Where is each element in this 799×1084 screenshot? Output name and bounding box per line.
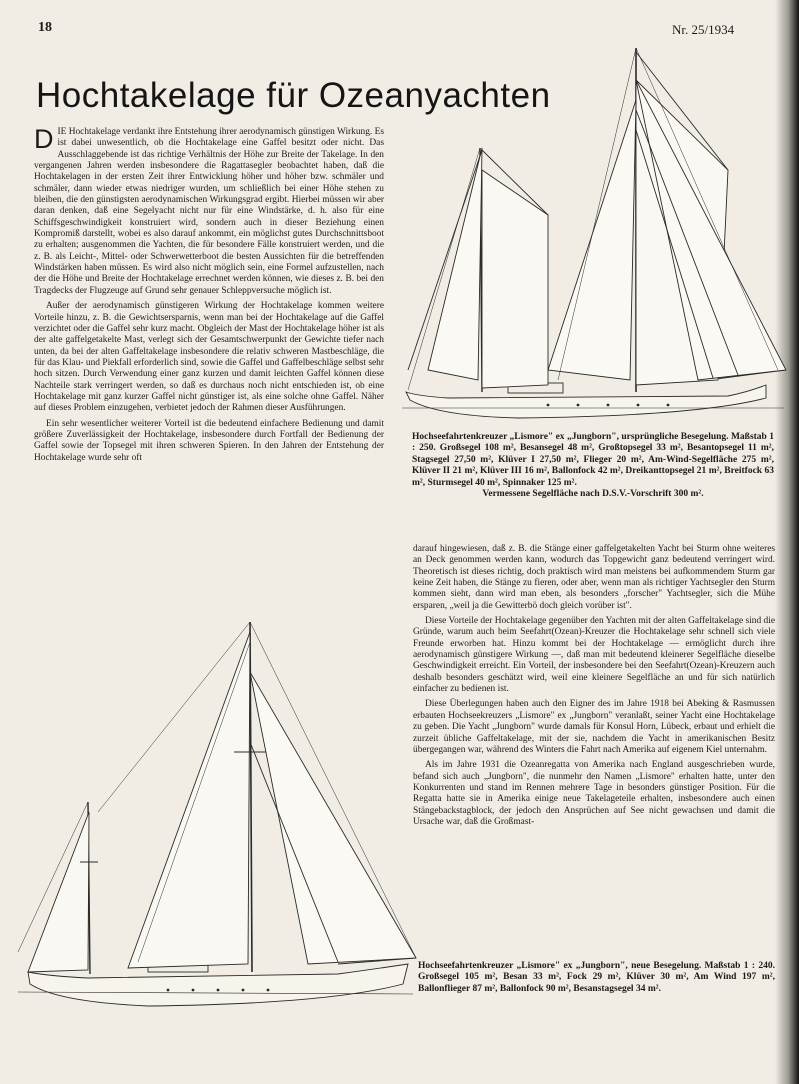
paragraph-7: Als im Jahre 1931 die Ozeanregatta von Amerika nach England ausgeschrieben wurde, befand sich auch „Jungborn", die nunmehr den Namen „Lismore" erhalten hatte, unter den Konkurrenten und stand im Rennen mehrere Tage in besonders günstiger Position. Für die Regatta hatte sie in Amerika einige neue Takelageteile erhalten, insbesondere auch einen Stängebackstagblock, der jedoch den Ansprüchen auf See nicht gewachsen und damit die Ursache war, daß die Großmast- <box>413 760 775 827</box>
paragraph-5: Diese Vorteile der Hochtakelage gegenüber den Yachten mit der alten Gaffeltakelage sind die Gründe, warum auch beim Seefahrt(Ozean)-Kreuzer die Hochtakelage sehr schnell sich viele Freunde erworben hat. Hinzu kommt bei der Hochtakelage — ermöglicht durch ihre aerodynamisch günstigere Wirkung —, daß man mit bedeutend kleinerer Segelfläche dieselbe Geschwindigkeit erreicht. Ein Vorteil, der insbesondere bei den Seefahrt(Ozean)-Kreuzern auch deshalb besonders geschätzt wird, weil eine kleinere Segelfläche an und für sich natürlich einfacher zu bedienen ist. <box>413 616 775 695</box>
dropcap: D <box>34 124 54 154</box>
issue-number: Nr. 25/1934 <box>672 22 735 37</box>
paragraph-1 <box>34 124 384 297</box>
paragraph-6: Diese Überlegungen haben auch den Eigner des im Jahre 1918 bei Abeking & Rasmussen erbauten Hochseekreuzers „Lismore" ex „Jungborn" veranlaßt, seiner Yacht eine Hochtakelage zu geben. Die Yacht „Jungborn" wurde damals für Konsul Horn, Lübeck, erbaut und erhielt die zurzeit übliche Gaffeltakelage, mit der sie, nachdem die Yacht in amerikanischen Besitz übergegangen war, während des Winters die Fahrt nach Amerika auf eigenem Kiel unternahm. <box>413 699 775 755</box>
sail-plan-drawing-new <box>8 612 418 1012</box>
article-title: Hochtakelage für Ozeanyachten <box>36 76 551 115</box>
paragraph-4: darauf hingewiesen, daß z. B. die Stänge einer gaffelgetakelten Yacht bei Sturm ohne weiteres an Deck genommen werden kann, wodurch das Topgewicht ganz bedeutend verringert wird. Theoretisch ist dieses richtig, doch praktisch wird man meistens bei aufkommendem Sturm gar keine Zeit haben, die Stänge zu fieren, oder aber, wenn man als richtiger Yachtsegler den Sturm kommen sieht, dann wird man eben, als besonders „forscher" Yachtsegler, sich die Mühe ersparen, „weil ja die Gewitterbö doch gleich vorüber ist". <box>413 544 775 611</box>
page-number: 18 <box>38 20 52 35</box>
figure-caption-new <box>418 961 775 995</box>
sail-plan-drawing-original <box>398 40 788 432</box>
article-column-right <box>413 544 775 832</box>
paragraph-1-text: IE Hochtakelage verdankt ihre Entstehung ihrer aerodynamisch günstigen Wirkung. Es ist dabei unwesentlich, ob die Hochtakelage eine Gaffel besitzt oder nicht. Das Ausschlaggebende ist das richtige Verhältnis der Höhe zur Breite der Takelage. In den vergangenen Jahren werden insbesondere die Ragattasegler beobachtet haben, daß die Hochtakelagen in der ersten Zeit ihrer Entwicklung höher und höher bzw. schmäler und schmäler, dann wieder etwas niedriger wurden, um schließlich bei einer Höhe stehen zu bleiben, die den günstigsten aerodynamischen Wirkungsgrad ergibt. Hierbei müssen wir aber daran denken, daß eine Segelyacht nicht nur für eine Windstärke, d. h. also für eine Schiffsgeschwindigkeit konstruiert wird, sondern auch in dieser Beziehung einen Kompromiß darstellt, wobei es also darauf ankommt, ein möglichst gutes Durchschnittsboot zu erhalten; ausgenommen die Yachten, die für besondere Fälle konstruiert werden, und die z. B. als Leicht-, Mittel- oder Schwerwetterboot die besten Aussichten für die betreffenden Windstärken haben müssen. Es wird also nicht möglich sein, eine Formel aufzustellen, nach der die Höhe und Breite der Hochtakelage errechnet werden können, wie dieses z. B. bei den Tragdecks der Flugzeuge auf Grund sehr genauer Schleppversuche möglich ist. <box>34 127 384 296</box>
figure-caption-original <box>412 432 774 500</box>
caption-new-text: Hochseefahrtenkreuzer „Lismore" ex „Jungborn", neue Besegelung. Maßstab 1 : 240. Großsegel 105 m², Besan 33 m², Fock 29 m², Klüver 30 m², Am Wind 197 m², Ballonflieger 87 m², Ballonfock 90 m², Besanstagsegel 34 m². <box>418 961 775 994</box>
paragraph-2: Außer der aerodynamisch günstigeren Wirkung der Hochtakelage kommen weitere Vorteile hinzu, z. B. die Gewichtsersparnis, wenn man bei der Hochtakelage auf die Gaffel verzichtet oder die Gaffel sehr kurz macht. Obgleich der Mast der Hochtakelage höher ist als der alte gaffelgetakelte Mast, verlegt sich der Gesamtschwerpunkt der Gewichte tiefer nach unten, da bei der alten Gaffeltakelage insbesondere die relativ schweren Mastbeschläge, die für das Klau- und Piekfall erforderlich sind, sowie die Gaffel und Gaffelbeschläge selbst sehr hoch sitzen. Durch Verwendung einer ganz kurzen und damit leichten Gaffel können diese Nachteile stark verringert werden, so daß es durchaus noch nicht entschieden ist, ob eine Hochtakelage mit ganz kurzer Gaffel nicht günstiger ist, als eine solche ohne Gaffel. Näher auf dieses Problem einzugehen, verbietet jedoch der Rahmen dieser Ausführungen. <box>34 301 384 414</box>
caption-original-text: Hochseefahrtenkreuzer „Lismore" ex „Jungborn", ursprüngliche Besegelung. Maßstab 1 : 250. Großsegel 108 m², Besansegel 48 m², Großtopsegel 33 m², Besantopsegel 11 m², Stagsegel 27,50 m², Klüver I 27,50 m², Flieger 20 m², Am-Wind-Segelfläche 275 m², Klüver II 21 m², Klüver III 16 m², Ballonfock 42 m², Dreikanttopsegel 21 m², Breitfock 63 m², Sturmsegel 40 m², Spinnaker 125 m². <box>412 432 774 488</box>
article-column-left <box>34 124 384 468</box>
caption-original-note: Vermessene Segelfläche nach D.S.V.-Vorschrift 300 m². <box>482 489 704 500</box>
paragraph-3: Ein sehr wesentlicher weiterer Vorteil ist die bedeutend einfachere Bedienung und damit größere Zuverlässigkeit der Hochtakelage, insbesondere durch Fortfall der Bedienung der Gaffel sowie der Topsegel mit ihren schweren Spieren. In den Jahren der Entstehung der Hochtakelage wurde sehr oft <box>34 418 384 463</box>
